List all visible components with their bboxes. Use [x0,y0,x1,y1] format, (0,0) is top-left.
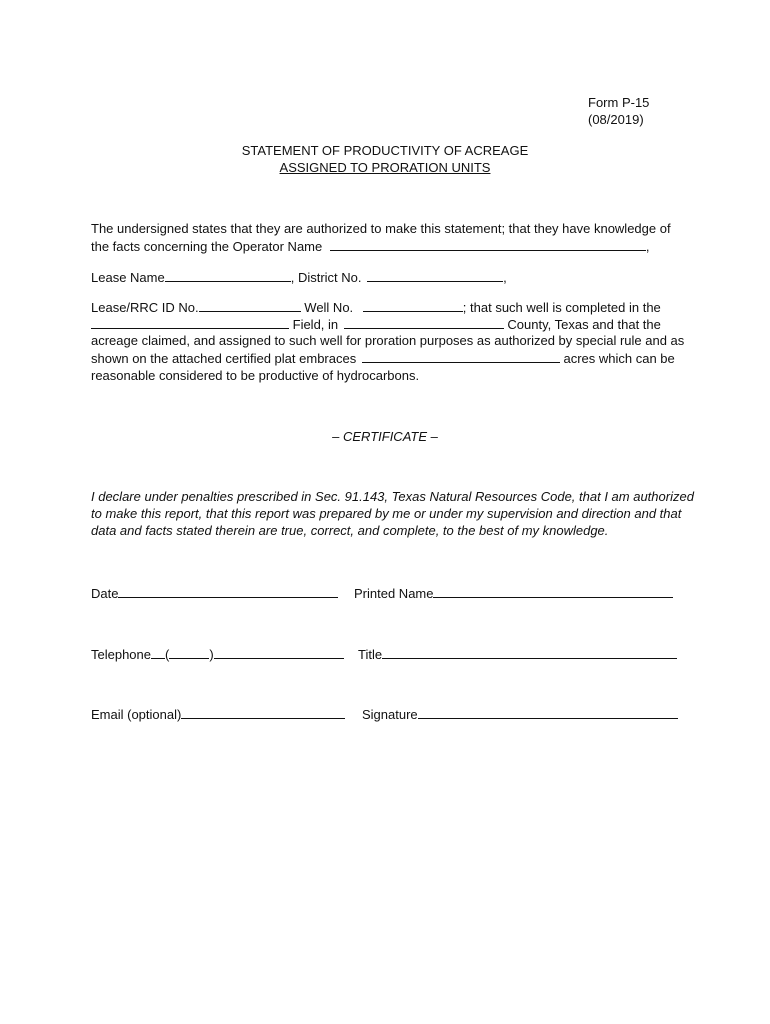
field-county-row [91,316,661,332]
lease-rrc-row [91,299,661,315]
printed-name-row [354,585,673,601]
email-field[interactable] [181,706,345,719]
lease-name-label: Lease Name [91,270,165,285]
operator-name-field[interactable] [330,238,646,251]
telephone-close-paren: ) [209,647,214,662]
email-row [91,706,345,722]
date-field[interactable] [118,585,338,598]
telephone-open-paren: ( [165,647,170,662]
certificate-line-2: to make this report, that this report was prepared by me or under my supervision and direction and that [91,506,682,521]
date-label: Date [91,586,119,601]
lease-name-field[interactable] [165,269,291,282]
plat-suffix: acres which can be [563,351,675,366]
intro-line-1: The undersigned states that they are authorized to make this statement; that they have knowledge of [91,221,671,236]
acreage-line: acreage claimed, and assigned to such well for proration purposes as authorized by special rule and as [91,333,685,348]
lease-rrc-label: Lease/RRC ID No. [91,300,199,315]
date-row [91,585,338,601]
district-label: , District No. [290,270,362,285]
form-number: Form P-15 [588,95,650,110]
lease-rrc-field[interactable] [199,299,301,312]
lease-name-row [91,269,507,285]
telephone-number-field[interactable] [214,646,344,659]
district-field[interactable] [367,269,503,282]
county-field[interactable] [344,316,504,329]
plat-row [91,350,675,366]
signature-field[interactable] [418,706,678,719]
telephone-row [91,646,344,662]
operator-name-label: the facts concerning the Operator Name [91,239,323,254]
well-no-field[interactable] [363,299,463,312]
form-revision-date: (08/2019) [588,112,644,127]
field-in-label: Field, in [292,317,339,332]
certificate-line-3: data and facts stated therein are true, correct, and complete, to the best of my knowledge. [91,523,609,538]
field-name-field[interactable] [91,316,289,329]
signature-label: Signature [362,707,418,722]
form-subtitle [0,160,770,175]
email-label: Email (optional) [91,707,182,722]
telephone-prefix-line [151,646,165,659]
plat-label: shown on the attached certified plat embraces [91,351,357,366]
form-subtitle-text: ASSIGNED TO PRORATION UNITS [279,160,491,175]
telephone-label: Telephone [91,647,151,662]
well-no-label: Well No. [304,300,354,315]
certificate-heading: – CERTIFICATE – [332,429,438,444]
district-suffix: , [503,270,507,285]
form-title: STATEMENT OF PRODUCTIVITY OF ACREAGE [241,143,529,158]
operator-name-row [91,238,649,254]
signature-row [362,706,678,722]
title-row [358,646,677,662]
title-field[interactable] [382,646,677,659]
acres-field[interactable] [362,350,560,363]
productive-line: reasonable considered to be productive of hydrocarbons. [91,368,420,383]
operator-name-suffix: , [645,239,650,254]
certificate-line-1: I declare under penalties prescribed in Sec. 91.143, Texas Natural Resources Code, that I am authorized [91,489,694,504]
printed-name-label: Printed Name [354,586,434,601]
area-code-field[interactable] [169,646,209,659]
well-completed-text: ; that such well is completed in the [462,300,661,315]
printed-name-field[interactable] [433,585,673,598]
title-label: Title [358,647,383,662]
county-text: County, Texas and that the [507,317,661,332]
